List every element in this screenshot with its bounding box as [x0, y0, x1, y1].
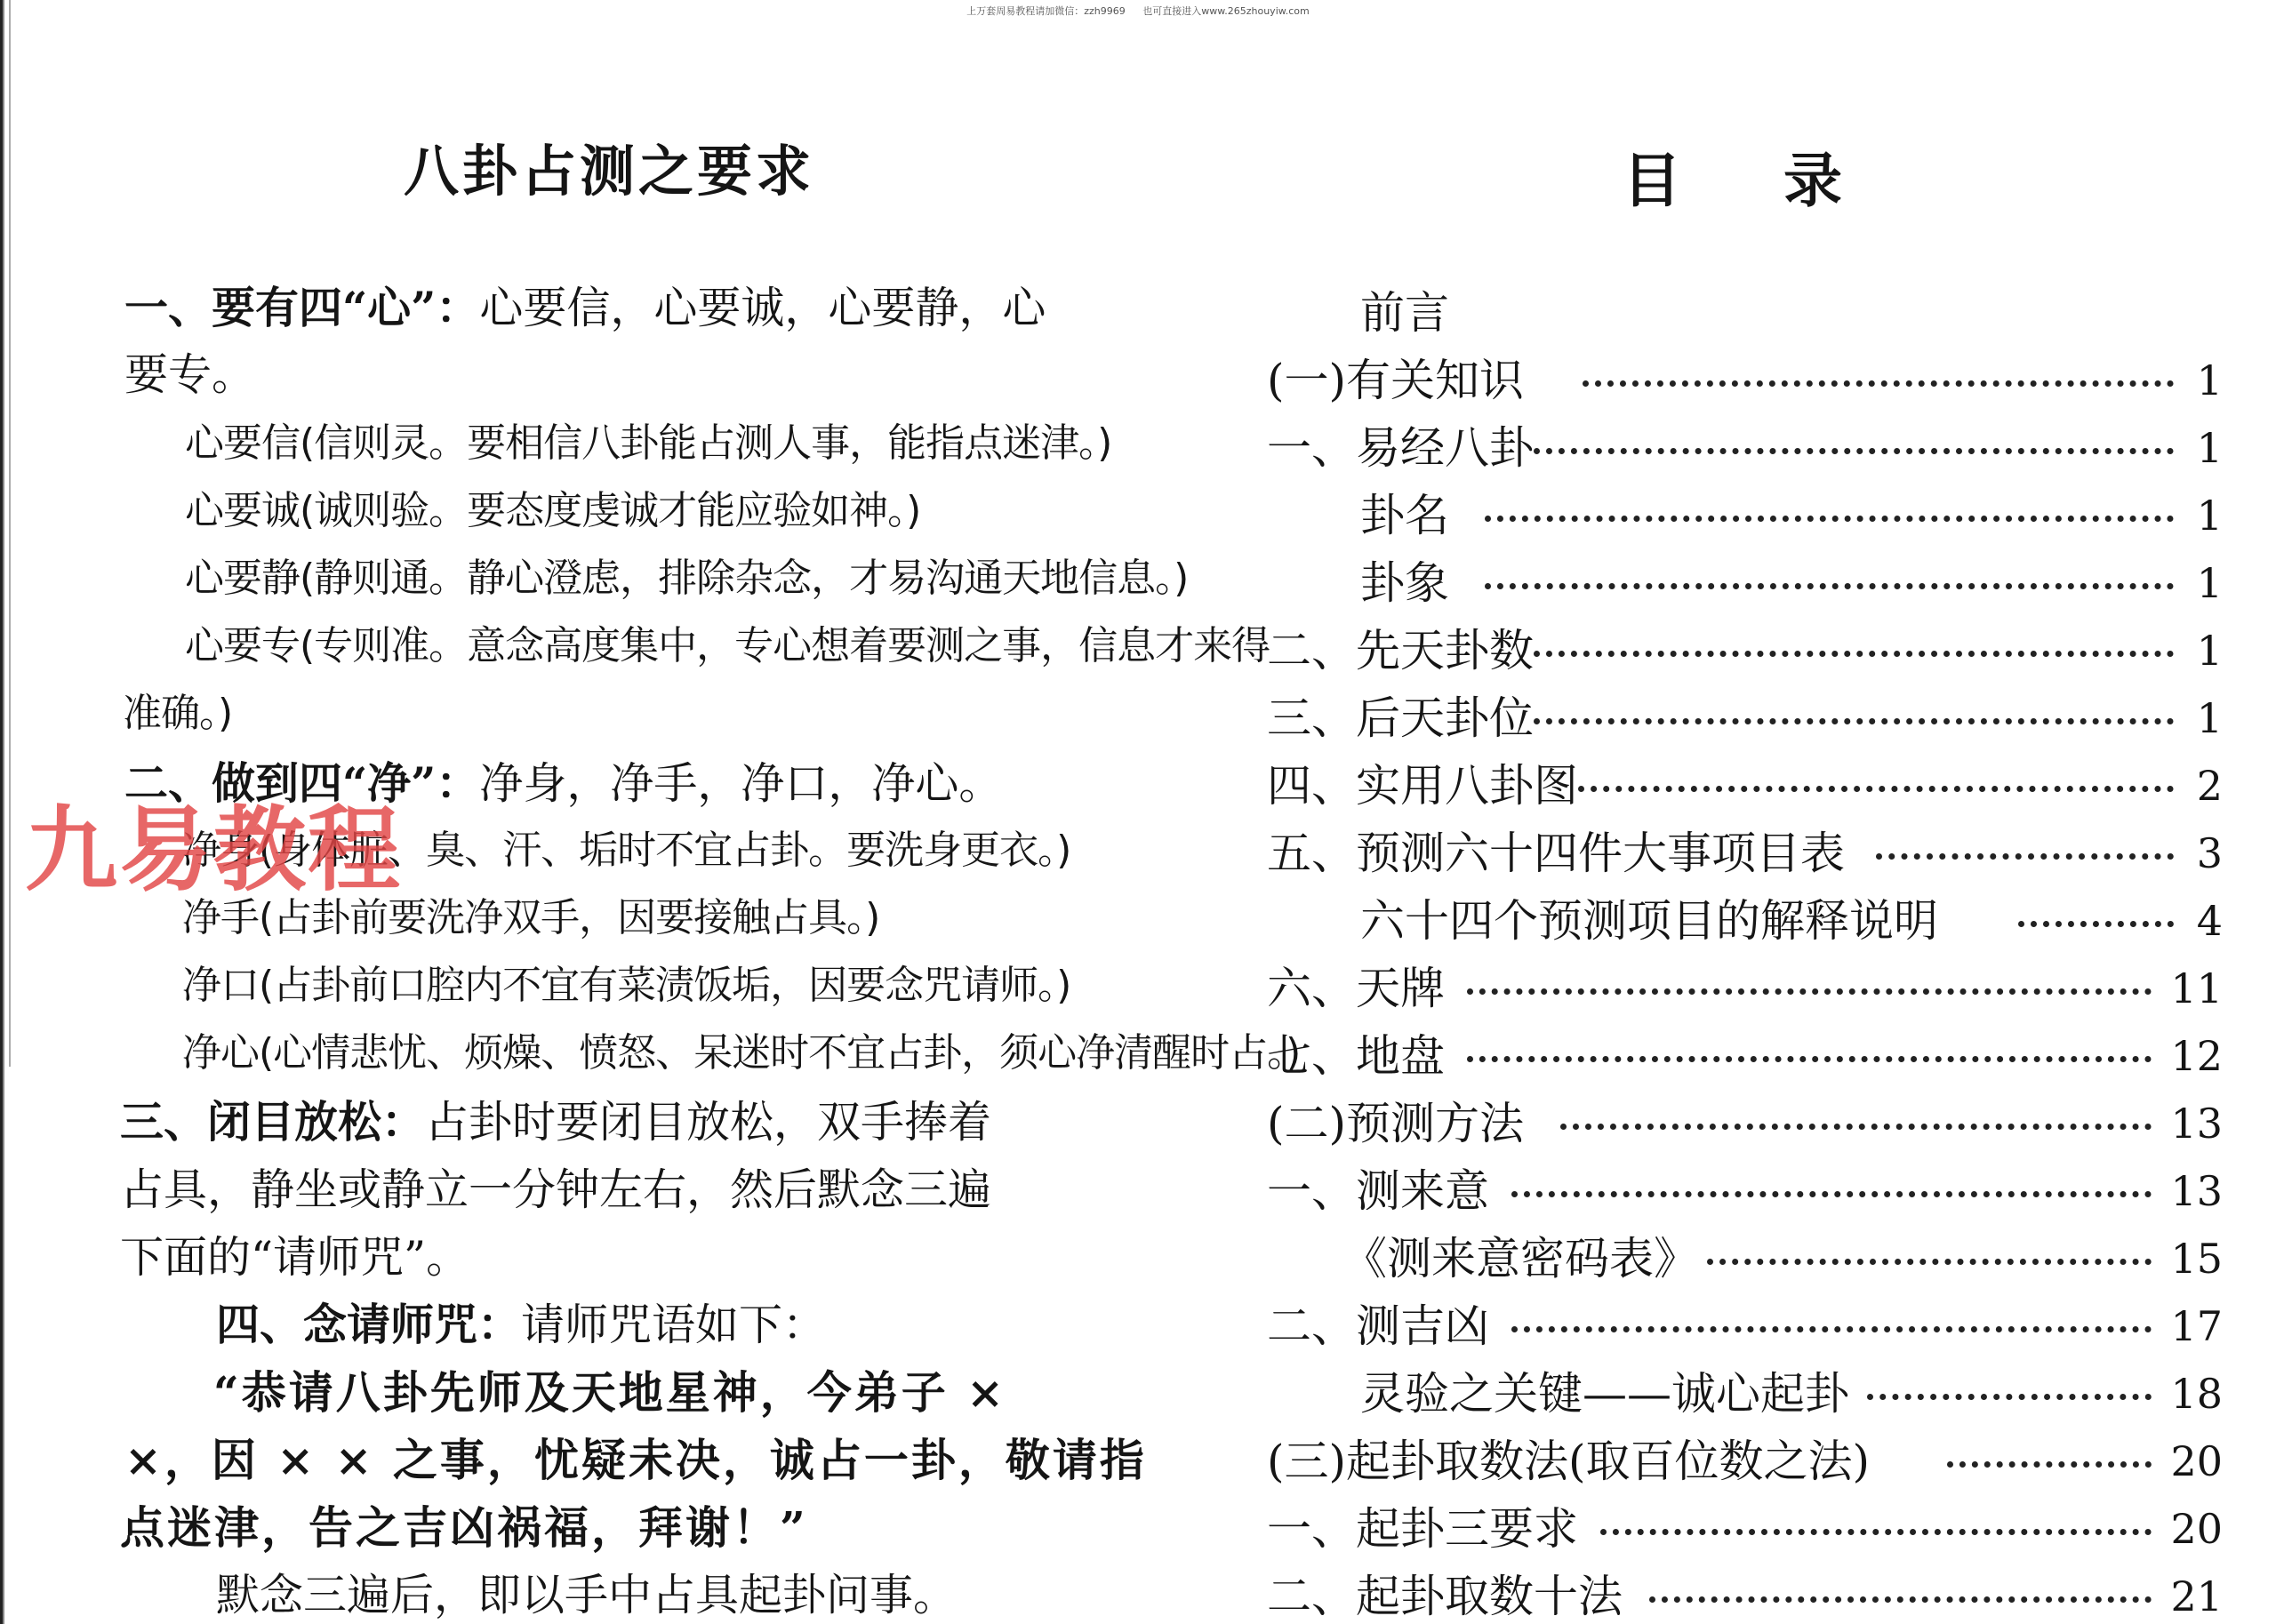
section1-item-1: 心要信(信则灵。要相信八卦能占测人事，能指点迷津。) — [185, 420, 1112, 466]
toc-leader — [1600, 1522, 2152, 1535]
toc-entry — [1227, 354, 2223, 407]
toc-page-number: 20 — [2170, 1505, 2223, 1553]
invocation-line-3: 点迷津，告之吉凶祸福，拜谢！” — [120, 1501, 808, 1554]
toc-label: 四、实用八卦图 — [1267, 760, 1578, 812]
toc-page-number: 1 — [2196, 694, 2223, 742]
toc-label: 前言 — [1360, 287, 1449, 339]
toc-page-number: 1 — [2196, 356, 2223, 404]
toc-label: 一、测来意 — [1267, 1165, 1489, 1217]
toc-entry — [1227, 692, 2223, 745]
toc-label: 五、预测六十四件大事项目表 — [1267, 828, 1845, 879]
toc-leader — [1876, 846, 2174, 860]
toc-leader — [2018, 914, 2174, 927]
header-note-left: 上万套周易教程请加微信：zzh9969 — [966, 5, 1126, 17]
section2-item-1: 净身(身体脏、臭、汗、垢时不宜占卦。要洗身更衣。) — [182, 828, 1071, 873]
toc-page-number: 15 — [2170, 1235, 2223, 1283]
section3-text3: 下面的“请师咒”。 — [120, 1232, 470, 1283]
toc-page-number: 2 — [2196, 762, 2223, 810]
header-note-right: 也可直接进入www.265zhouyiw.com — [1142, 5, 1310, 17]
toc-page-number: 4 — [2196, 897, 2223, 945]
toc-leader — [1534, 644, 2174, 657]
toc-label: 六十四个预测项目的解释说明 — [1360, 895, 1938, 947]
toc-entry — [1227, 624, 2223, 677]
toc-leader — [1560, 1116, 2152, 1130]
right-page — [1227, 0, 2223, 1624]
toc-page-number: 18 — [2170, 1370, 2223, 1418]
section4-closing: 默念三遍后，即以手中占具起卦问事。 — [216, 1570, 958, 1620]
toc-page-number: 21 — [2170, 1572, 2223, 1620]
toc-page-number: 3 — [2196, 829, 2223, 877]
invocation-line-2: ×，因 × × 之事，忧疑未决，诚占一卦，敬请指 — [124, 1434, 1147, 1486]
toc-entry — [1227, 1097, 2223, 1150]
toc-title — [1623, 133, 1842, 218]
toc-leader — [1947, 1454, 2152, 1468]
section4-text: 请师咒语如下： — [521, 1300, 827, 1350]
section1-heading: 一、要有四“心”： — [124, 282, 480, 333]
toc-entry — [1227, 286, 2223, 340]
section4-heading: 四、念请师咒： — [216, 1299, 522, 1350]
section2-heading: 二、做到四“净”： — [124, 757, 480, 809]
toc-page-number: 1 — [2196, 627, 2223, 675]
toc-label: 三、后天卦位 — [1267, 692, 1534, 744]
section3-heading: 三、闭目放松： — [120, 1096, 426, 1148]
section2-item-2: 净手(占卦前要洗净双手，因要接触占具。) — [182, 895, 880, 940]
toc-entry — [1227, 759, 2223, 812]
toc-page-number: 17 — [2170, 1302, 2223, 1350]
toc-label: (三)起卦取数法(取百位数之法) — [1267, 1436, 1871, 1487]
toc-label: 二、起卦取数十法 — [1267, 1571, 1623, 1622]
toc-label: (一)有关知识 — [1267, 355, 1525, 406]
toc-leader — [1511, 1319, 2152, 1332]
toc-title-b: 录 — [1783, 146, 1842, 215]
toc-leader — [1485, 576, 2174, 589]
toc-label: 七、地盘 — [1267, 1030, 1445, 1082]
toc-label: 二、先天卦数 — [1267, 625, 1534, 676]
toc-label: 卦象 — [1360, 557, 1449, 609]
section3-line1 — [120, 1096, 992, 1148]
section2-text: 净身，净手，净口，净心。 — [479, 758, 1003, 809]
toc-entry — [1227, 1367, 2223, 1420]
toc-leader — [1467, 1049, 2152, 1062]
toc-label: 《测来意密码表》 — [1342, 1233, 1698, 1284]
toc-entry — [1227, 827, 2223, 880]
section2-item-3: 净口(占卦前口腔内不宜有菜渍饭垢，因要念咒请师。) — [182, 963, 1071, 1008]
toc-entry — [1227, 1502, 2223, 1556]
toc-label: 六、天牌 — [1267, 963, 1445, 1014]
toc-leader — [1578, 779, 2174, 792]
toc-entry — [1227, 1435, 2223, 1488]
section4-line1 — [216, 1299, 827, 1350]
toc-leader — [1649, 1589, 2152, 1603]
toc-entry — [1227, 489, 2223, 542]
section1-text: 心要信，心要诚，心要静，心 — [479, 283, 1046, 333]
section3-text2: 占具，静坐或静立一分钟左右，然后默念三遍 — [120, 1164, 992, 1215]
toc-entry — [1227, 421, 2223, 475]
toc-page-number: 1 — [2196, 492, 2223, 540]
toc-page-number: 12 — [2170, 1032, 2223, 1080]
section1-line1 — [124, 282, 1046, 333]
toc-label: 一、易经八卦 — [1267, 422, 1534, 474]
toc-label: 一、起卦三要求 — [1267, 1503, 1578, 1555]
toc-entry — [1227, 1029, 2223, 1083]
toc-entry — [1227, 962, 2223, 1015]
toc-title-a: 目 — [1623, 146, 1681, 215]
toc-entry — [1227, 1232, 2223, 1285]
toc-page-number: 1 — [2196, 559, 2223, 607]
toc-page-number: 13 — [2170, 1167, 2223, 1215]
section1-item-4-cont: 准确。) — [123, 691, 233, 736]
toc-leader — [1867, 1387, 2152, 1400]
section1-item-3: 心要静(静则通。静心澄虑，排除杂念，才易沟通天地信息。) — [185, 556, 1189, 601]
toc-label: 卦名 — [1360, 490, 1449, 541]
invocation-line-1: “恭请八卦先师及天地星神，今弟子 × — [213, 1366, 1007, 1419]
section1-item-2: 心要诚(诚则验。要态度虔诚才能应验如神。) — [185, 488, 921, 533]
toc-leader — [1583, 373, 2174, 387]
section2-item-4: 净心(心情悲忧、烦燥、愤怒、呆迷时不宜占卦，须心净清醒时占。) — [182, 1030, 1301, 1076]
watermark: 九易教程 — [25, 796, 403, 904]
toc-entry — [1227, 1570, 2223, 1623]
toc-leader — [1534, 711, 2174, 724]
section1-item-4: 心要专(专则准。意念高度集中，专心想着要测之事，信息才来得 — [185, 623, 1270, 668]
toc-label: (二)预测方法 — [1267, 1098, 1525, 1149]
section3-text: 占卦时要闭目放松，双手捧着 — [425, 1097, 992, 1148]
toc-leader — [1534, 441, 2174, 454]
toc-label: 二、测吉凶 — [1267, 1300, 1489, 1352]
toc-leader — [1707, 1252, 2152, 1265]
toc-entry — [1227, 894, 2223, 948]
toc-label: 灵验之关键——诚心起卦 — [1360, 1368, 1849, 1420]
toc-page-number: 1 — [2196, 424, 2223, 472]
toc-entry — [1227, 1164, 2223, 1218]
left-page-title: 八卦占测之要求 — [404, 139, 815, 204]
toc-leader — [1485, 508, 2174, 522]
toc-entry — [1227, 1300, 2223, 1353]
toc-page-number: 11 — [2170, 964, 2223, 1012]
toc-leader — [1467, 981, 2152, 995]
toc-leader — [1511, 1184, 2152, 1197]
section1-text2: 要专。 — [124, 349, 256, 400]
toc-page-number: 13 — [2170, 1100, 2223, 1148]
toc-entry — [1227, 556, 2223, 610]
toc-page-number: 20 — [2170, 1437, 2223, 1485]
